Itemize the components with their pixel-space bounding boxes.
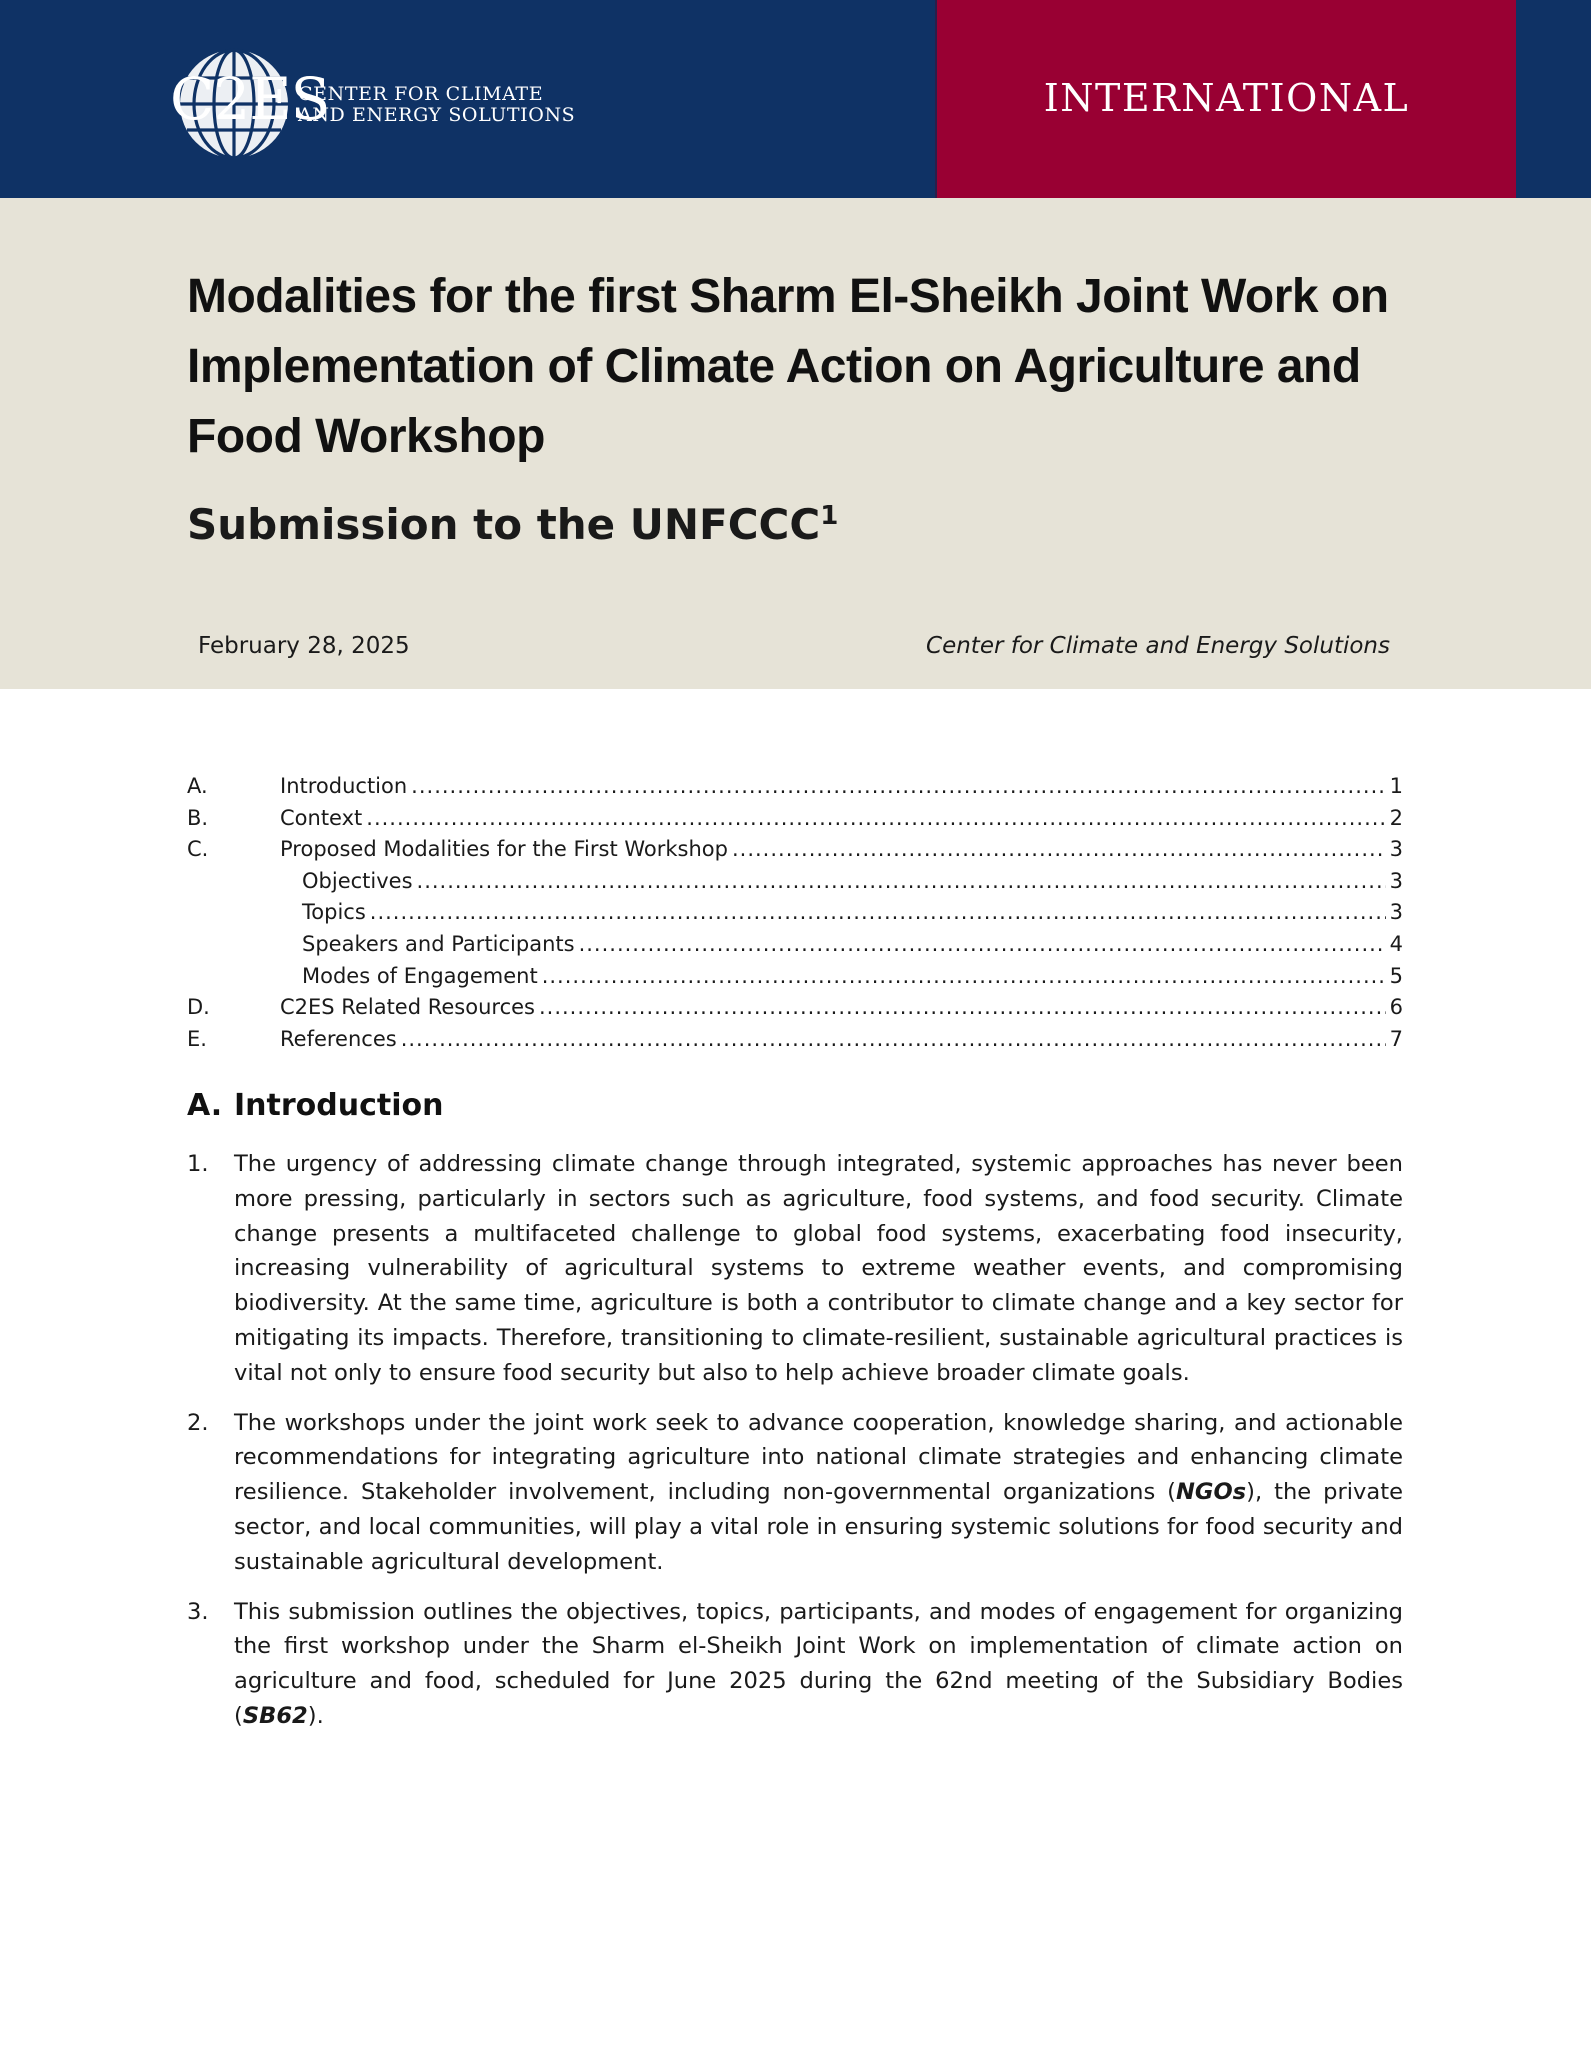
toc-page: 3: [1389, 868, 1403, 893]
toc-leader: [366, 803, 1385, 835]
toc-letter: B.: [187, 805, 209, 830]
toc-label: C2ES Related Resources: [280, 995, 535, 1020]
toc-leader: [542, 961, 1386, 993]
toc-page: 7: [1389, 1026, 1403, 1051]
document-subtitle: [187, 500, 838, 549]
toc-subitem[interactable]: [187, 866, 1403, 898]
toc-item[interactable]: [187, 834, 1403, 866]
paragraph-number: 2.: [187, 1409, 209, 1436]
section-title: Introduction: [234, 1088, 444, 1123]
toc-label: Proposed Modalities for the First Workshop: [280, 837, 728, 862]
toc-leader: [401, 1024, 1386, 1056]
toc-leader: [370, 897, 1386, 929]
toc-leader: [732, 834, 1386, 866]
toc-label: Context: [280, 805, 363, 830]
toc-letter: A.: [187, 774, 208, 798]
paragraph-text: ).: [307, 1702, 324, 1729]
abbreviation: NGOs: [1176, 1479, 1247, 1506]
toc-label: References: [280, 1026, 397, 1051]
document-organization: Center for Climate and Energy Solutions: [926, 633, 1390, 659]
toc-subitem[interactable]: [187, 929, 1403, 961]
toc-page: 3: [1389, 900, 1403, 925]
numbered-paragraph: [187, 1595, 1403, 1734]
toc-page: 3: [1389, 837, 1403, 862]
c2es-logo: [170, 48, 590, 162]
logo-wordmark-line2: AND ENERGY SOLUTIONS: [298, 104, 576, 126]
paragraph-text: ), the private sector, and local communities, will play a vital role in ensuring systemic solutions for food security and sustainable agricultural development.: [234, 1479, 1404, 1575]
toc-letter: C.: [187, 837, 209, 862]
abbreviation: SB62: [242, 1702, 308, 1729]
toc-page: 2: [1389, 805, 1403, 830]
section-heading: [187, 1088, 443, 1123]
category-label: INTERNATIONAL: [1043, 76, 1410, 120]
footnote-ref: 1: [820, 501, 839, 531]
toc-leader: [579, 929, 1386, 961]
toc-label: Topics: [302, 900, 366, 925]
toc-label: Objectives: [302, 868, 413, 893]
toc-label: Introduction: [280, 774, 408, 798]
paragraph-number: 1.: [187, 1151, 209, 1177]
toc-letter: E.: [187, 1026, 207, 1051]
toc-item[interactable]: [187, 1024, 1403, 1056]
numbered-paragraph: [187, 1406, 1403, 1580]
toc-leader: [411, 771, 1385, 803]
logo-wordmark: [298, 84, 575, 126]
paragraph-text: This submission outlines the objectives, topics, participants, and modes of engagement for organizing the first workshop under the Sharm el-Sheikh Joint Work on implementation of climate action on agriculture and food, scheduled for June 2025 during the 62nd meeting of the Subsidiary Bodies (: [234, 1598, 1403, 1729]
paragraph-text: The workshops under the joint work seek to advance cooperation, knowledge sharing, and actionable recommendations for integrating agriculture into national climate strategies and enhancing climate resilience. Stakeholder involvement, including non-governmental organizations (: [234, 1409, 1403, 1506]
toc-label: Speakers and Participants: [302, 931, 575, 956]
numbered-paragraph: [187, 1147, 1403, 1391]
toc-item[interactable]: [187, 771, 1403, 803]
toc-leader: [417, 866, 1386, 898]
section-letter: A.: [187, 1088, 223, 1123]
paragraph-number: 3.: [187, 1598, 209, 1625]
toc-label: Modes of Engagement: [302, 963, 538, 988]
document-date: February 28, 2025: [198, 633, 410, 659]
logo-mark: C2ES: [170, 65, 330, 133]
table-of-contents: [187, 771, 1403, 1055]
toc-leader: [539, 992, 1386, 1024]
document-title: Modalities for the first Sharm El-Sheikh Joint Work on Implementation of Climate Action on Agriculture and Food Workshop: [187, 270, 1389, 463]
toc-page: 6: [1389, 995, 1403, 1020]
toc-letter: D.: [187, 995, 210, 1020]
subtitle-text: Submission to the UNFCCC: [187, 500, 821, 549]
toc-subitem[interactable]: [187, 961, 1403, 993]
section-body: [187, 1147, 1403, 1749]
toc-item[interactable]: [187, 803, 1403, 835]
toc-page: 4: [1389, 931, 1403, 956]
toc-page: 1: [1389, 774, 1403, 798]
toc-item[interactable]: [187, 992, 1403, 1024]
toc-subitem[interactable]: [187, 897, 1403, 929]
logo-wordmark-line1: CENTER FOR CLIMATE: [298, 83, 544, 105]
toc-page: 5: [1389, 963, 1403, 988]
paragraph-text: The urgency of addressing climate change through integrated, systemic approaches has never been more pressing, particularly in sectors such as agriculture, food systems, and food security. Climate change presents a multifaceted challenge to global food systems, exacerbating food insecurity, increasing vulnerability of agricultural systems to extreme weather events, and compromising biodiversity. At the same time, agriculture is both a contributor to climate change and a key sector for mitigating its impacts. Therefore, transitioning to climate-resilient, sustainable agricultural practices is vital not only to ensure food security but also to help achieve broader climate goals.: [234, 1151, 1403, 1386]
